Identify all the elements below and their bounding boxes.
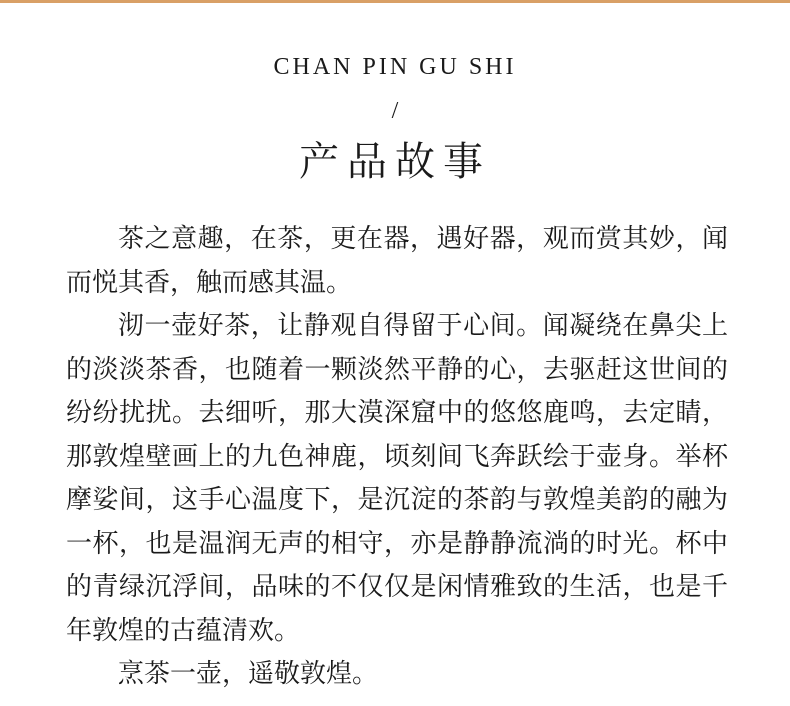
story-body: [66, 218, 728, 697]
section-title: 产品故事: [299, 139, 491, 185]
story-paragraph: 沏一壶好茶，让静观自得留于心间。闻凝绕在鼻尖上的淡淡茶香，也随着一颗淡然平静的心，去驱赶这世间的纷纷扰扰。去细听，那大漠深窟中的悠悠鹿鸣，去定睛，那敦煌壁画上的九色神鹿，顷刻间飞奔跃绘于壶身。举杯摩娑间，这手心温度下，是沉淀的茶韵与敦煌美韵的融为一杯，也是温润无声的相守，亦是静静流淌的时光。杯中的青绿沉浮间，品味的不仅仅是闲情雅致的生活，也是千年敦煌的古蕴清欢。: [66, 311, 728, 646]
top-accent-line: [0, 0, 790, 3]
story-paragraph: 烹茶一壶，遥敬敦煌。: [118, 659, 379, 689]
section-subtitle: CHAN PIN GU SHI: [273, 54, 517, 80]
story-paragraph: 茶之意趣，在茶，更在器，遇好器，观而赏其妙，闻而悦其香，触而感其温。: [66, 224, 728, 298]
title-divider: /: [391, 98, 399, 124]
